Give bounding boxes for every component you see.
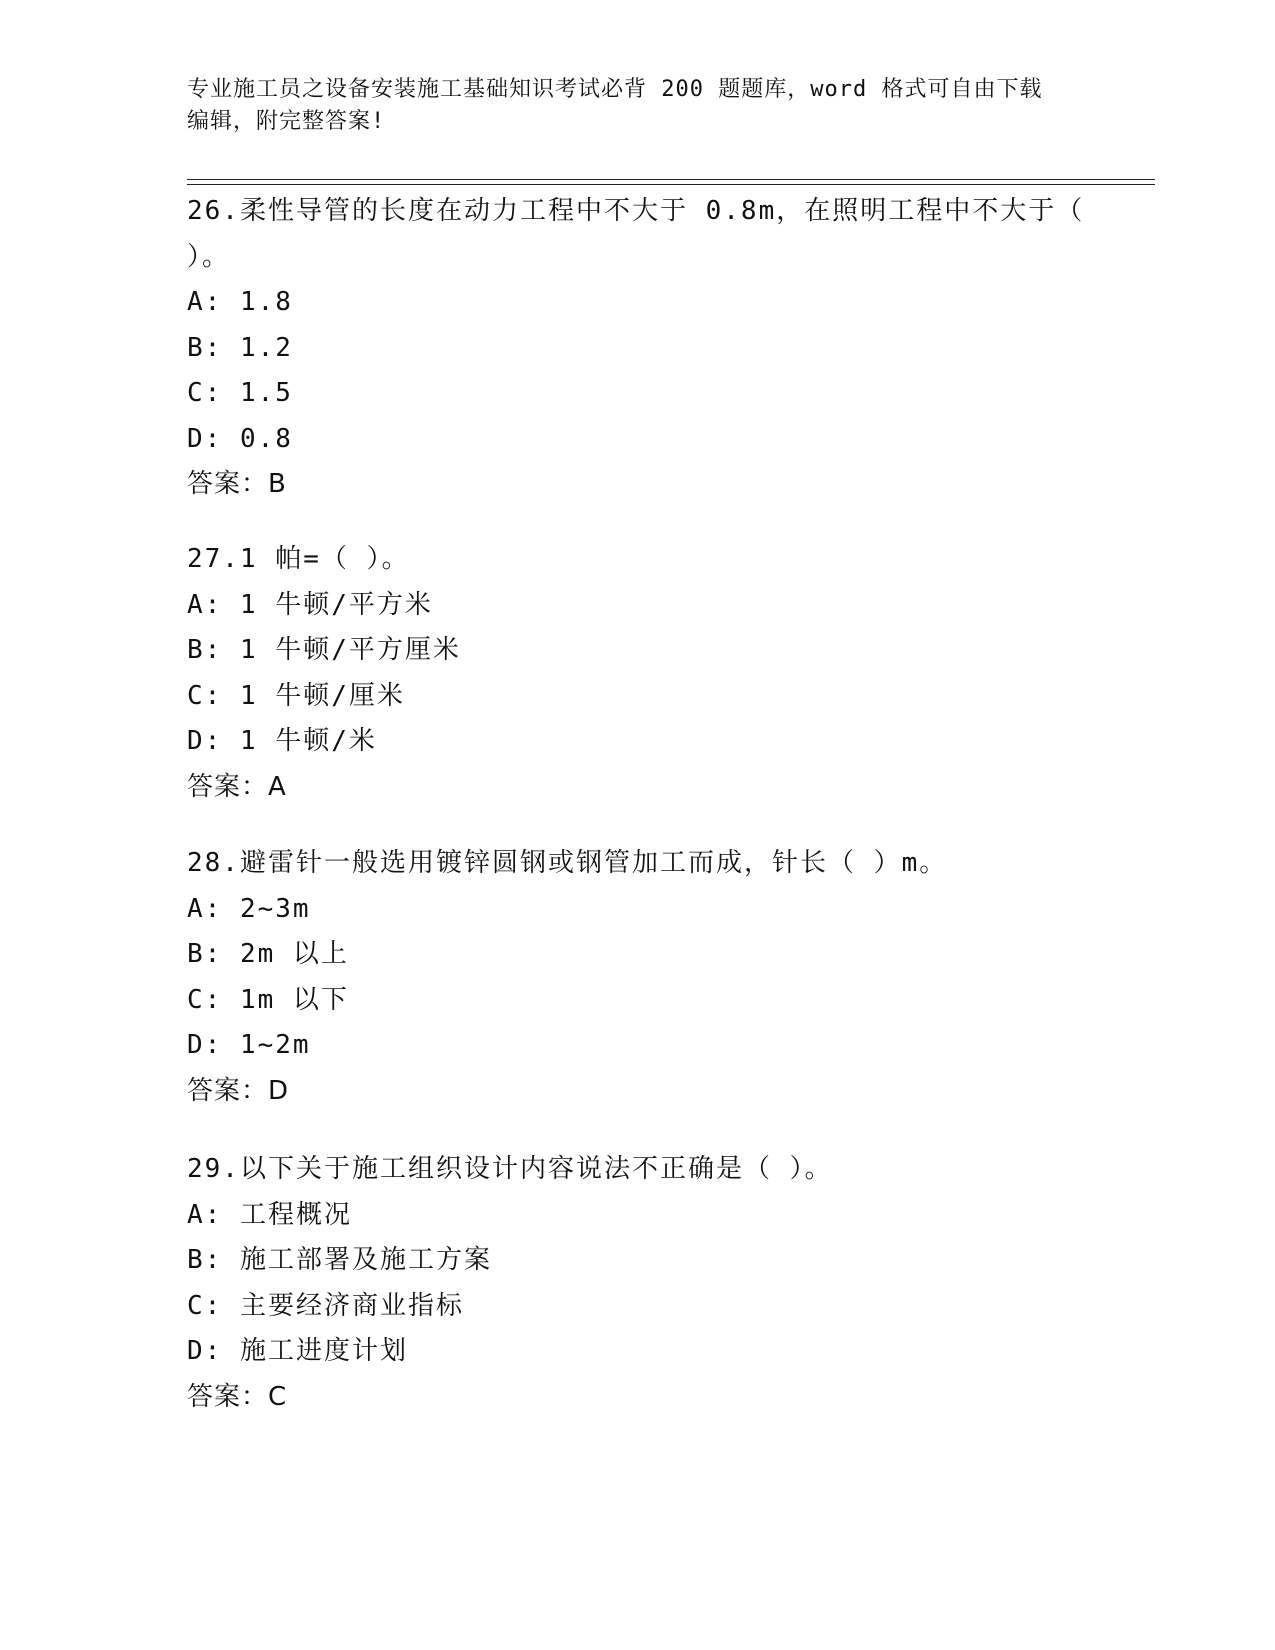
header-line-2: 编辑，附完整答案! — [187, 109, 386, 134]
option-c: C: 1m 以下 — [187, 984, 349, 1015]
option-c: C: 1 牛顿/厘米 — [187, 680, 405, 711]
question-stem: 28.避雷针一般选用镀锌圆钢或钢管加工而成，针长（ ）m。 — [187, 848, 948, 878]
option-a: A: 1.8 — [187, 287, 293, 317]
question-block — [187, 841, 1087, 1114]
option-d: D: 1 牛顿/米 — [187, 726, 377, 756]
question-block — [187, 189, 1087, 508]
answer-line: 答案：D — [187, 1075, 290, 1106]
question-stem: 26.柔性导管的长度在动力工程中不大于 0.8m，在照明工程中不大于（ — [187, 196, 1085, 226]
option-b: B: 1.2 — [187, 332, 293, 363]
option-c: C: 1.5 — [187, 378, 293, 408]
option-c: C: 主要经济商业指标 — [187, 1290, 464, 1321]
option-b: B: 1 牛顿/平方厘米 — [187, 635, 461, 665]
option-a: A: 1 牛顿/平方米 — [187, 589, 433, 620]
answer-line: 答案：C — [187, 1381, 288, 1412]
option-d: D: 0.8 — [187, 423, 293, 454]
answer-line: 答案：B — [187, 469, 287, 499]
option-a: A: 工程概况 — [187, 1199, 352, 1230]
question-block — [187, 1147, 1087, 1420]
option-a: A: 2~3m — [187, 893, 311, 924]
answer-line: 答案：A — [187, 771, 287, 802]
option-d: D: 施工进度计划 — [187, 1336, 408, 1366]
header-divider-bottom — [187, 184, 1155, 185]
document-header — [187, 74, 1067, 138]
header-divider-top — [187, 179, 1155, 180]
question-stem: 29.以下关于施工组织设计内容说法不正确是（ ）。 — [187, 1154, 833, 1184]
option-b: B: 2m 以上 — [187, 939, 349, 969]
question-stem: 27.1 帕=（ ）。 — [187, 544, 410, 574]
option-d: D: 1~2m — [187, 1030, 311, 1060]
option-b: B: 施工部署及施工方案 — [187, 1245, 492, 1275]
header-line-1: 专业施工员之设备安装施工基础知识考试必背 200 题题库，word 格式可自由下载 — [187, 77, 1043, 102]
question-block — [187, 537, 1087, 810]
question-stem-continued: ）。 — [187, 241, 231, 272]
